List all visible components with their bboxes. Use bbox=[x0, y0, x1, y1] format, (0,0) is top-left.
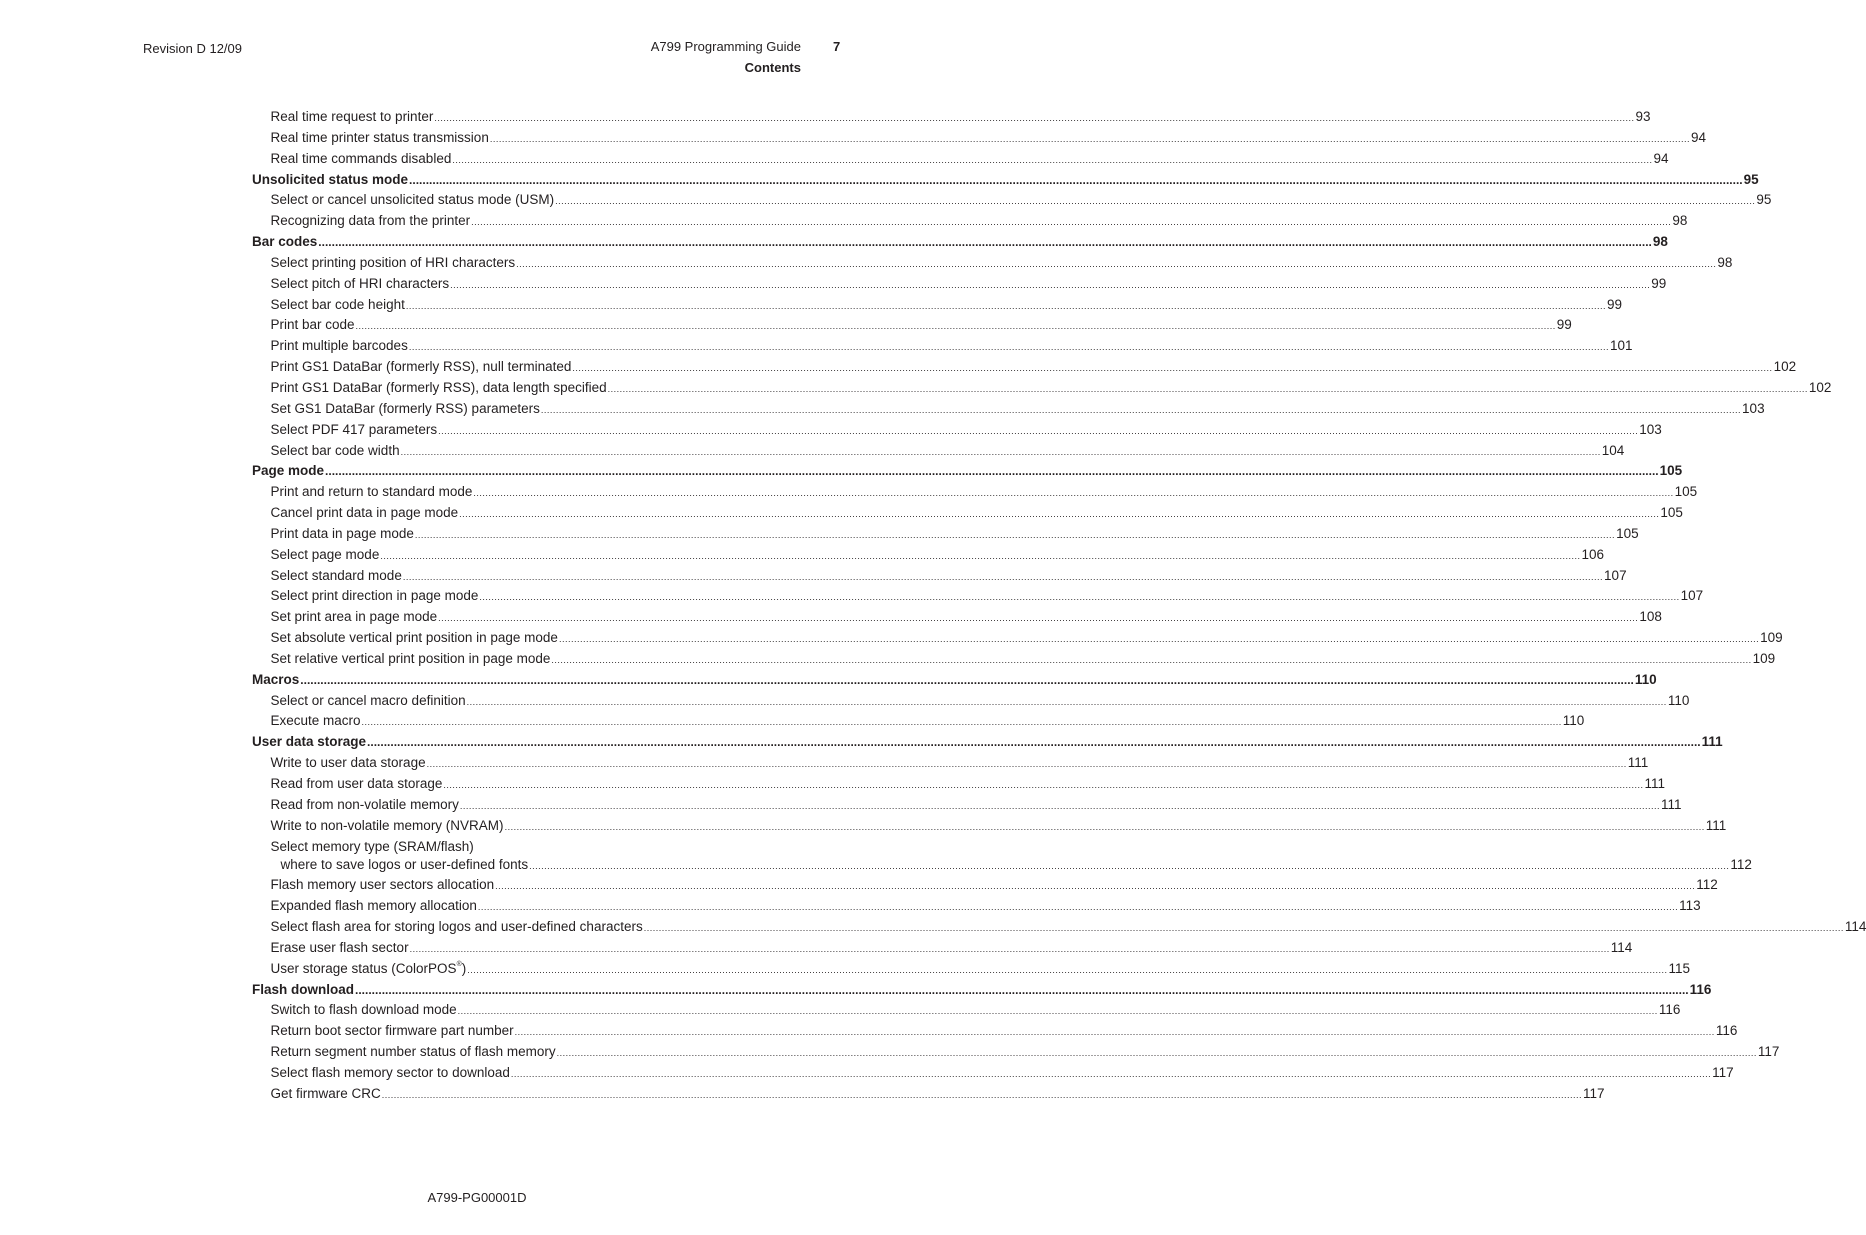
toc-page-number: 111 bbox=[1644, 776, 1666, 791]
toc-entry-label bbox=[271, 213, 471, 228]
toc-section-label bbox=[252, 172, 408, 187]
toc-entry-select-flash-area-for-storing-logos-and-user-defined-characters[interactable] bbox=[252, 919, 1866, 940]
toc-entry-text: Erase user flash sector bbox=[270, 939, 409, 955]
toc-entry-text: Flash download bbox=[252, 981, 355, 997]
section-title: Contents bbox=[744, 60, 801, 75]
toc-entry-recognizing-data-from-the-printer[interactable] bbox=[252, 213, 1688, 234]
toc-entry-label bbox=[271, 651, 551, 666]
toc-page-number: 93 bbox=[1635, 109, 1651, 124]
toc-entry-text: Select PDF 417 parameters bbox=[270, 421, 438, 437]
toc-page-number: 111 bbox=[1701, 734, 1723, 750]
toc-page-number: 105 bbox=[1660, 505, 1683, 521]
toc-page-number: 98 bbox=[1672, 213, 1688, 229]
toc-entry-get-firmware-crc[interactable] bbox=[252, 1085, 1605, 1107]
toc-entry-label bbox=[271, 359, 572, 374]
dot-leader: ................................................................................................................................................................................................................................................................................................................................................................................................................ bbox=[381, 1089, 1582, 1100]
toc-entry-set-gs1-databar-formerly-rss-parameters[interactable] bbox=[252, 400, 1765, 422]
toc-entry-label: Select memory type (SRAM/flash) bbox=[270, 838, 474, 854]
toc-page-number: 107 bbox=[1680, 588, 1704, 604]
toc-entry-text: Real time commands disabled bbox=[270, 150, 452, 166]
toc-entry-label bbox=[271, 919, 643, 934]
toc-page-number: 112 bbox=[1696, 877, 1718, 893]
toc-entry-label bbox=[271, 818, 504, 833]
dot-leader: ................................................................................................................................................................................................................................................................................................................................................................................................................ bbox=[438, 613, 1639, 624]
toc-section-flash-download[interactable] bbox=[252, 981, 1712, 1003]
dot-leader: ................................................................................................................................................................................................................................................................................................................................................................................................................ bbox=[361, 717, 1562, 728]
toc-entry-select-memory-type-sram-flash[interactable] bbox=[252, 839, 688, 857]
toc-entry-select-bar-code-width[interactable] bbox=[252, 442, 1625, 464]
toc-entry-label bbox=[271, 151, 452, 166]
toc-entry-text: Select standard mode bbox=[270, 567, 402, 583]
toc-entry-real-time-request-to-printer[interactable] bbox=[252, 109, 1651, 130]
dot-leader: ................................................................................................................................................................................................................................................................................................................................................................................................................ bbox=[556, 1048, 1757, 1059]
toc-page-number: 107 bbox=[1604, 567, 1627, 583]
toc-entry-text: Return boot sector firmware part number bbox=[270, 1023, 514, 1039]
toc-entry-label bbox=[271, 1086, 381, 1101]
dot-leader: ................................................................................................................................................................................................................................................................................................................................................................................................................ bbox=[479, 592, 1680, 603]
toc-page-number: 108 bbox=[1639, 609, 1662, 625]
toc-entry-text: Flash memory user sectors allocation bbox=[270, 877, 495, 893]
toc-page-number: 98 bbox=[1717, 254, 1733, 270]
toc-entry-select-or-cancel-macro-definition[interactable] bbox=[252, 692, 1690, 714]
toc-entry-text: Read from non-volatile memory bbox=[270, 796, 459, 812]
dot-leader: ................................................................................................................................................................................................................................................................................................................................................................................................................ bbox=[300, 672, 1634, 687]
dot-leader: ................................................................................................................................................................................................................................................................................................................................................................................................................ bbox=[459, 800, 1661, 811]
dot-leader: ................................................................................................................................................................................................................................................................................................................................................................................................................ bbox=[467, 964, 1668, 975]
toc-page-number: 102 bbox=[1773, 359, 1797, 375]
toc-entry-text: Select or cancel unsolicited status mode (USM) bbox=[270, 192, 555, 208]
toc-entry-print-data-in-page-mode[interactable] bbox=[252, 525, 1639, 547]
toc-entry-print-and-return-to-standard-mode[interactable] bbox=[252, 484, 1698, 505]
dot-leader: ................................................................................................................................................................................................................................................................................................................................................................................................................ bbox=[473, 488, 1674, 499]
toc-entry-label bbox=[271, 192, 555, 207]
dot-leader: ................................................................................................................................................................................................................................................................................................................................................................................................................ bbox=[434, 113, 1635, 123]
toc-entry-text: Select pitch of HRI characters bbox=[270, 275, 450, 291]
toc-entry-label bbox=[271, 380, 607, 395]
toc-page-number: 103 bbox=[1742, 400, 1765, 416]
dot-leader: ................................................................................................................................................................................................................................................................................................................................................................................................................ bbox=[318, 235, 1652, 250]
toc-entry-text: Set GS1 DataBar (formerly RSS) parameters bbox=[270, 400, 540, 416]
dot-leader: ................................................................................................................................................................................................................................................................................................................................................................................................................ bbox=[367, 735, 1701, 750]
toc-section-unsolicited-status-mode[interactable] bbox=[252, 171, 1759, 193]
toc-entry-label bbox=[271, 1023, 514, 1038]
dot-leader: ................................................................................................................................................................................................................................................................................................................................................................................................................ bbox=[405, 300, 1607, 311]
toc-entry-flash-memory-user-sectors-allocation[interactable] bbox=[252, 877, 1718, 898]
toc-entry-text: Cancel print data in page mode bbox=[270, 505, 459, 521]
running-header bbox=[651, 39, 801, 76]
dot-leader: ................................................................................................................................................................................................................................................................................................................................................................................................................ bbox=[514, 1027, 1715, 1038]
toc-entry-text: Select page mode bbox=[270, 546, 380, 562]
toc-entry-label bbox=[271, 443, 400, 458]
dot-leader: ................................................................................................................................................................................................................................................................................................................................................................................................................ bbox=[558, 634, 1760, 645]
toc-page-number: 113 bbox=[1679, 898, 1701, 914]
toc-page-number: 109 bbox=[1760, 630, 1783, 646]
toc-entry-read-from-non-volatile-memory[interactable] bbox=[252, 796, 1682, 818]
toc-page-number: 116 bbox=[1715, 1023, 1738, 1039]
toc-entry-text: Print data in page mode bbox=[270, 525, 414, 541]
revision-label: Revision D 12/09 bbox=[143, 41, 242, 56]
toc-page-number: 115 bbox=[1668, 960, 1690, 976]
toc-page-number: 117 bbox=[1712, 1064, 1734, 1080]
toc-entry-text: Select bar code height bbox=[270, 296, 405, 312]
toc-entry-text: Select flash area for storing logos and user-defined characters bbox=[270, 919, 643, 935]
toc-page-number: 114 bbox=[1610, 939, 1633, 955]
toc-entry-label bbox=[271, 484, 473, 499]
toc-entry-label bbox=[271, 526, 414, 541]
toc-entry-text: Print GS1 DataBar (formerly RSS), null terminated bbox=[270, 359, 572, 375]
toc-entry-select-page-mode[interactable] bbox=[252, 546, 1605, 568]
toc-entry-text: Unsolicited status mode bbox=[252, 171, 409, 187]
toc-entry-label bbox=[271, 297, 405, 312]
dot-leader: ................................................................................................................................................................................................................................................................................................................................................................................................................ bbox=[457, 1006, 1658, 1017]
dot-leader: ................................................................................................................................................................................................................................................................................................................................................................................................................ bbox=[471, 217, 1672, 228]
toc-entry-text: Set relative vertical print position in page mode bbox=[270, 650, 551, 666]
toc-entry-text: Print and return to standard mode bbox=[270, 484, 473, 500]
toc-entry-continuation[interactable] bbox=[252, 856, 1752, 878]
toc-page-number: 110 bbox=[1634, 671, 1657, 687]
toc-entry-switch-to-flash-download-mode[interactable] bbox=[252, 1002, 1681, 1023]
toc-entry-label bbox=[271, 797, 459, 812]
toc-entry-print-gs1-databar-formerly-rss-null-terminated[interactable] bbox=[252, 359, 1797, 380]
dot-leader: ................................................................................................................................................................................................................................................................................................................................................................................................................ bbox=[452, 154, 1653, 165]
toc-entry-text-end: ) bbox=[461, 960, 467, 976]
toc-entry-cancel-print-data-in-page-mode[interactable] bbox=[252, 505, 1683, 526]
toc-entry-select-print-direction-in-page-mode[interactable] bbox=[252, 588, 1704, 609]
toc-page-number: 109 bbox=[1752, 650, 1776, 666]
page-number: 7 bbox=[833, 39, 841, 54]
toc-entry-label bbox=[271, 1002, 457, 1017]
toc-entry-print-multiple-barcodes[interactable] bbox=[252, 338, 1633, 359]
dot-leader: ................................................................................................................................................................................................................................................................................................................................................................................................................ bbox=[504, 821, 1705, 832]
toc-entry-text: Macros bbox=[252, 671, 300, 687]
dot-leader: ................................................................................................................................................................................................................................................................................................................................................................................................................ bbox=[477, 902, 1679, 913]
dot-leader: ................................................................................................................................................................................................................................................................................................................................................................................................................ bbox=[408, 342, 1610, 353]
toc-page-number: 99 bbox=[1607, 296, 1623, 312]
toc-entry-write-to-non-volatile-memory-nvram[interactable] bbox=[252, 817, 1727, 839]
dot-leader: ................................................................................................................................................................................................................................................................................................................................................................................................................ bbox=[510, 1068, 1712, 1079]
toc-page-number: 116 bbox=[1689, 981, 1712, 997]
toc-entry-label bbox=[271, 109, 434, 124]
dot-leader: ................................................................................................................................................................................................................................................................................................................................................................................................................ bbox=[325, 464, 1659, 479]
toc-page-number: 95 bbox=[1743, 171, 1759, 187]
toc-entry-set-relative-vertical-print-position-in-page-mode[interactable] bbox=[252, 650, 1776, 672]
toc-entry-label bbox=[271, 877, 495, 892]
toc-page-number: 110 bbox=[1562, 713, 1585, 729]
toc-page-number: 114 bbox=[1844, 919, 1866, 935]
toc-entry-label bbox=[271, 505, 459, 520]
toc-page-number: 101 bbox=[1610, 338, 1633, 354]
toc-entry-label bbox=[271, 338, 408, 353]
toc-page-number: 94 bbox=[1691, 129, 1707, 145]
document-id: A799-PG00001D bbox=[427, 1190, 527, 1205]
toc-entry-label bbox=[271, 422, 438, 437]
toc-entry-text: Select flash memory sector to download bbox=[270, 1064, 510, 1080]
toc-entry-select-pitch-of-hri-characters[interactable] bbox=[252, 275, 1667, 297]
dot-leader: ................................................................................................................................................................................................................................................................................................................................................................................................................ bbox=[400, 446, 1601, 457]
table-of-contents bbox=[252, 109, 1866, 1107]
dot-leader: ................................................................................................................................................................................................................................................................................................................................................................................................................ bbox=[572, 363, 1773, 374]
dot-leader: ................................................................................................................................................................................................................................................................................................................................................................................................................ bbox=[529, 860, 1730, 871]
toc-entry-text: Select bar code width bbox=[270, 442, 400, 458]
toc-entry-text: User storage status (ColorPOS bbox=[270, 960, 457, 976]
toc-page-number: 98 bbox=[1652, 234, 1668, 250]
dot-leader: ................................................................................................................................................................................................................................................................................................................................................................................................................ bbox=[643, 923, 1844, 934]
toc-entry-text: Execute macro bbox=[270, 713, 361, 729]
dot-leader: ................................................................................................................................................................................................................................................................................................................................................................................................................ bbox=[450, 279, 1651, 290]
toc-entry-execute-macro[interactable] bbox=[252, 713, 1585, 734]
toc-entry-expanded-flash-memory-allocation[interactable] bbox=[252, 898, 1701, 919]
toc-entry-text: Select printing position of HRI characters bbox=[270, 254, 516, 270]
registered-mark: ® bbox=[456, 960, 462, 968]
toc-entry-label bbox=[271, 940, 409, 955]
toc-page-number: 116 bbox=[1658, 1002, 1681, 1018]
toc-entry-label bbox=[271, 713, 361, 728]
toc-entry-text: Set absolute vertical print position in page mode bbox=[270, 630, 558, 646]
toc-entry-label bbox=[271, 693, 466, 708]
toc-entry-text: Write to non-volatile memory (NVRAM) bbox=[270, 817, 504, 833]
toc-page-number: 106 bbox=[1581, 546, 1605, 562]
toc-entry-write-to-user-data-storage[interactable] bbox=[252, 755, 1649, 776]
toc-entry-text: Print GS1 DataBar (formerly RSS), data length specified bbox=[270, 379, 607, 395]
toc-entry-label bbox=[271, 961, 467, 976]
toc-section-label bbox=[252, 463, 324, 478]
toc-entry-user-storage-status-colorpos[interactable] bbox=[252, 960, 1690, 982]
toc-entry-text: Read from user data storage bbox=[270, 776, 443, 791]
toc-section-macros[interactable] bbox=[252, 671, 1657, 693]
dot-leader: ................................................................................................................................................................................................................................................................................................................................................................................................................ bbox=[459, 509, 1660, 520]
toc-entry-label bbox=[271, 130, 489, 145]
dot-leader: ................................................................................................................................................................................................................................................................................................................................................................................................................ bbox=[438, 425, 1639, 436]
dot-leader: ................................................................................................................................................................................................................................................................................................................................................................................................................ bbox=[466, 696, 1667, 707]
toc-entry-text: Return segment number status of flash memory bbox=[270, 1044, 556, 1060]
toc-page-number: 99 bbox=[1651, 275, 1667, 291]
toc-section-user-data-storage[interactable] bbox=[252, 734, 1723, 755]
dot-leader: ................................................................................................................................................................................................................................................................................................................................................................................................................ bbox=[443, 780, 1644, 790]
toc-entry-select-pdf-417-parameters[interactable] bbox=[252, 421, 1662, 443]
toc-entry-label bbox=[271, 776, 443, 791]
toc-entry-label bbox=[271, 588, 479, 603]
toc-entry-text: Switch to flash download mode bbox=[270, 1002, 457, 1018]
toc-section-label bbox=[252, 672, 299, 687]
toc-entry-text: Print bar code bbox=[270, 317, 355, 333]
toc-entry-label bbox=[271, 401, 540, 416]
toc-entry-text: Recognizing data from the printer bbox=[270, 213, 471, 229]
toc-entry-return-boot-sector-firmware-part-number[interactable] bbox=[252, 1023, 1738, 1044]
toc-page-number: 99 bbox=[1556, 317, 1572, 333]
dot-leader: ................................................................................................................................................................................................................................................................................................................................................................................................................ bbox=[402, 571, 1604, 582]
toc-entry-label bbox=[271, 1044, 556, 1059]
dot-leader: ................................................................................................................................................................................................................................................................................................................................................................................................................ bbox=[355, 982, 1689, 997]
toc-entry-print-bar-code[interactable] bbox=[252, 317, 1572, 338]
toc-entry-read-from-user-data-storage[interactable] bbox=[252, 776, 1666, 797]
toc-page-number: 105 bbox=[1674, 484, 1698, 500]
dot-leader: ................................................................................................................................................................................................................................................................................................................................................................................................................ bbox=[551, 654, 1752, 665]
dot-leader: ................................................................................................................................................................................................................................................................................................................................................................................................................ bbox=[414, 529, 1616, 540]
toc-entry-return-segment-number-status-of-flash-memory[interactable] bbox=[252, 1044, 1780, 1065]
toc-entry-select-bar-code-height[interactable] bbox=[252, 296, 1623, 318]
toc-page-number: 104 bbox=[1601, 442, 1625, 458]
toc-entry-select-or-cancel-unsolicited-status-mode-usm[interactable] bbox=[252, 192, 1772, 213]
toc-entry-text: Real time request to printer bbox=[270, 109, 434, 124]
toc-entry-text: Page mode bbox=[252, 463, 325, 479]
guide-title: A799 Programming Guide bbox=[650, 39, 801, 54]
toc-section-label bbox=[252, 982, 354, 997]
toc-entry-text: Get firmware CRC bbox=[270, 1085, 381, 1101]
toc-entry-label bbox=[271, 755, 426, 770]
dot-leader: ................................................................................................................................................................................................................................................................................................................................................................................................................ bbox=[555, 196, 1756, 207]
toc-entry-real-time-commands-disabled[interactable] bbox=[252, 150, 1669, 172]
toc-entry-label bbox=[271, 898, 477, 913]
toc-entry-text: Select or cancel macro definition bbox=[270, 692, 466, 708]
toc-entry-label bbox=[271, 568, 402, 583]
toc-page-number: 103 bbox=[1639, 421, 1662, 437]
toc-entry-text: Select print direction in page mode bbox=[270, 588, 479, 604]
toc-entry-select-flash-memory-sector-to-download[interactable] bbox=[252, 1064, 1734, 1086]
toc-entry-set-print-area-in-page-mode[interactable] bbox=[252, 609, 1662, 630]
toc-page-number: 105 bbox=[1659, 463, 1683, 479]
toc-page-number: 110 bbox=[1667, 692, 1690, 708]
toc-entry-label bbox=[271, 1065, 510, 1080]
toc-entry-text: User data storage bbox=[252, 734, 367, 750]
toc-entry-label bbox=[271, 317, 355, 332]
toc-section-page-mode[interactable] bbox=[252, 463, 1683, 484]
toc-entry-select-standard-mode[interactable] bbox=[252, 567, 1627, 589]
toc-entry-text: Set print area in page mode bbox=[270, 609, 438, 625]
toc-entry-text: Print multiple barcodes bbox=[270, 338, 408, 354]
toc-entry-erase-user-flash-sector[interactable] bbox=[252, 939, 1633, 961]
dot-leader: ................................................................................................................................................................................................................................................................................................................................................................................................................ bbox=[540, 404, 1742, 415]
toc-section-label bbox=[252, 234, 317, 249]
toc-page-number: 95 bbox=[1756, 192, 1772, 208]
toc-page-number: 111 bbox=[1627, 755, 1649, 771]
toc-page-number: 105 bbox=[1616, 525, 1639, 541]
toc-entry-real-time-printer-status-transmission[interactable] bbox=[252, 129, 1707, 151]
toc-page-number: 117 bbox=[1582, 1085, 1605, 1101]
toc-entry-text: Real time printer status transmission bbox=[270, 129, 489, 145]
dot-leader: ................................................................................................................................................................................................................................................................................................................................................................................................................ bbox=[409, 172, 1743, 187]
toc-page-number: 111 bbox=[1705, 817, 1727, 833]
toc-entry-text: Bar codes bbox=[252, 234, 318, 250]
toc-page-number: 111 bbox=[1661, 796, 1682, 812]
dot-leader: ................................................................................................................................................................................................................................................................................................................................................................................................................ bbox=[495, 881, 1696, 892]
toc-entry-label bbox=[271, 630, 558, 645]
toc-page-number: 102 bbox=[1808, 379, 1832, 395]
dot-leader: ................................................................................................................................................................................................................................................................................................................................................................................................................ bbox=[409, 943, 1610, 954]
toc-page-number: 112 bbox=[1730, 856, 1752, 872]
toc-section-bar-codes[interactable] bbox=[252, 234, 1668, 255]
dot-leader: ................................................................................................................................................................................................................................................................................................................................................................................................................ bbox=[355, 321, 1556, 332]
toc-entry-label bbox=[271, 255, 516, 270]
toc-entry-select-printing-position-of-hri-characters[interactable] bbox=[252, 254, 1733, 276]
toc-page-number: 94 bbox=[1653, 150, 1669, 166]
dot-leader: ................................................................................................................................................................................................................................................................................................................................................................................................................ bbox=[516, 258, 1717, 269]
toc-entry-label bbox=[271, 276, 450, 291]
dot-leader: ................................................................................................................................................................................................................................................................................................................................................................................................................ bbox=[489, 133, 1691, 144]
toc-page-number: 117 bbox=[1757, 1044, 1780, 1060]
dot-leader: ................................................................................................................................................................................................................................................................................................................................................................................................................ bbox=[607, 383, 1808, 394]
dot-leader: ................................................................................................................................................................................................................................................................................................................................................................................................................ bbox=[380, 550, 1581, 561]
toc-entry-label-continued: where to save logos or user-defined fonts bbox=[280, 856, 529, 872]
toc-entry-print-gs1-databar-formerly-rss-data-length-specified[interactable] bbox=[252, 379, 1832, 401]
toc-entry-text: Expanded flash memory allocation bbox=[270, 898, 477, 914]
toc-entry-text: Write to user data storage bbox=[270, 755, 426, 771]
toc-entry-set-absolute-vertical-print-position-in-page-mode[interactable] bbox=[252, 630, 1783, 651]
toc-entry-label bbox=[271, 609, 438, 624]
toc-section-label bbox=[252, 734, 366, 749]
toc-entry-label bbox=[271, 547, 380, 562]
dot-leader: ................................................................................................................................................................................................................................................................................................................................................................................................................ bbox=[426, 759, 1627, 770]
